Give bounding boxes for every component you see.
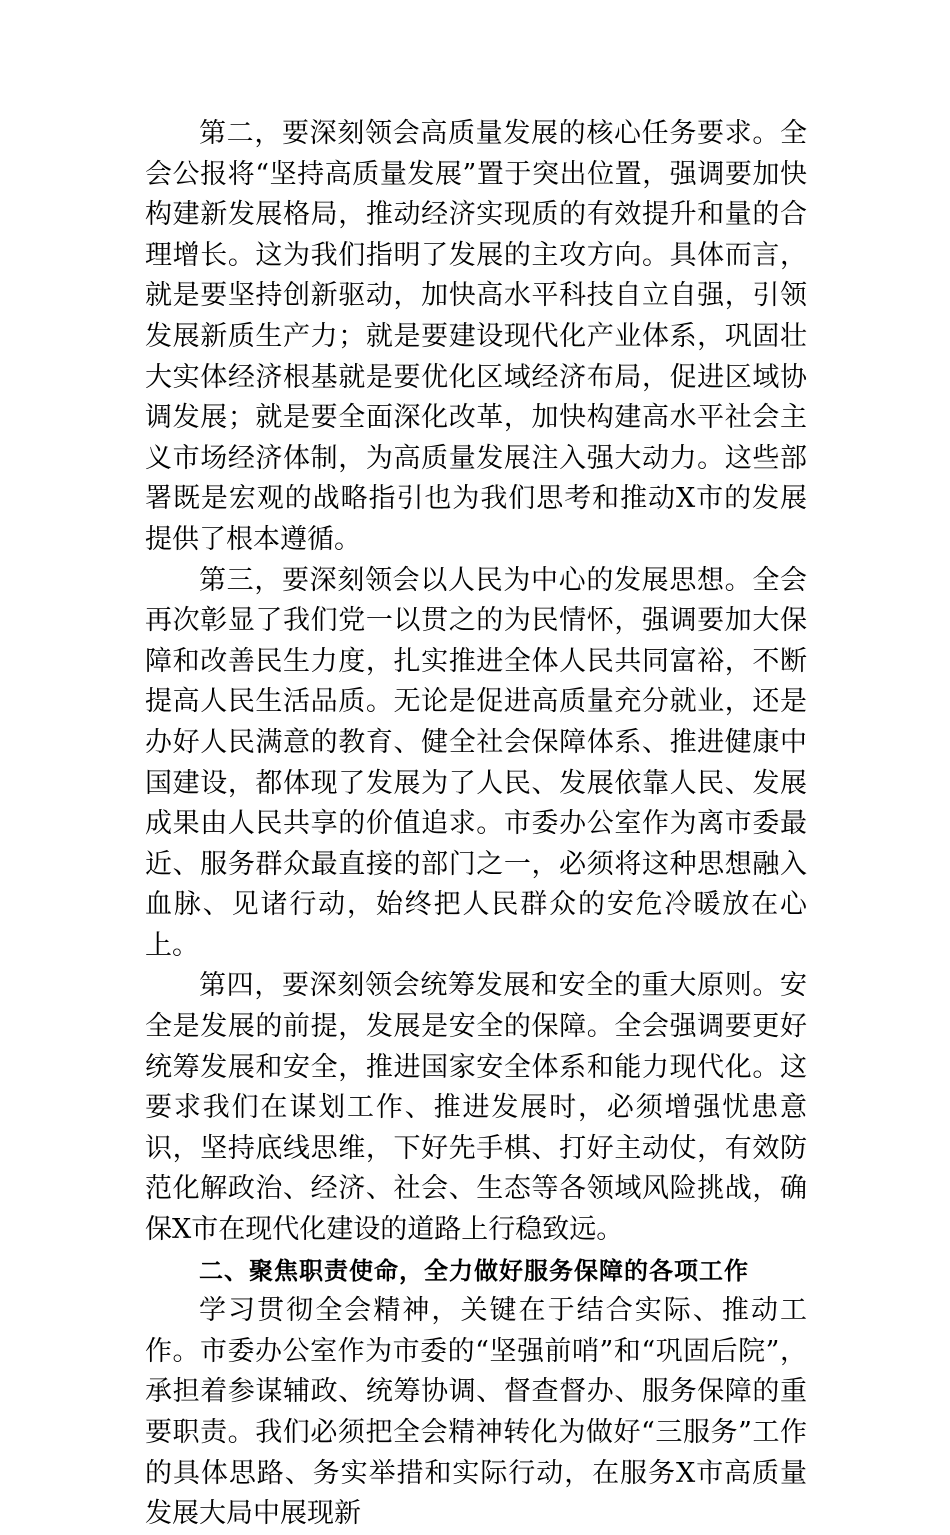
paragraph-development-and-security: 第四，要深刻领会统筹发展和安全的重大原则。安全是发展的前提，发展是安全的保障。全会强调要更好统筹发展和安全，推进国家安全体系和能力现代化。这要求我们在谋划工作、推进发展时，必须增强忧患意识，坚持底线思维，下好先手棋、打好主动仗，有效防范化解政治、经济、社会、生态等各领域风险挑战，确保X市在现代化建设的道路上行稳致远。 bbox=[145, 970, 807, 1246]
document-page bbox=[145, 114, 807, 1535]
paragraph-people-centered: 第三，要深刻领会以人民为中心的发展思想。全会再次彰显了我们党一以贯之的为民情怀，强调要加大保障和改善民生力度，扎实推进全体人民共同富裕，不断提高人民生活品质。无论是促进高质量充分就业，还是办好人民满意的教育、健全社会保障体系、推进健康中国建设，都体现了发展为了人民、发展依靠人民、发展成果由人民共享的价值追求。市委办公室作为离市委最近、服务群众最直接的部门之一，必须将这种思想融入血脉、见诸行动，始终把人民群众的安危冷暖放在心上。 bbox=[145, 564, 807, 961]
paragraph-high-quality-development: 第二，要深刻领会高质量发展的核心任务要求。全会公报将“坚持高质量发展”置于突出位置，强调要加快构建新发展格局，推动经济实现质的有效提升和量的合理增长。这为我们指明了发展的主攻方向。具体而言，就是要坚持创新驱动，加快高水平科技自立自强，引领发展新质生产力；就是要建设现代化产业体系，巩固壮大实体经济根基就是要优化区域经济布局，促进区域协调发展；就是要全面深化改革，加快构建高水平社会主义市场经济体制，为高质量发展注入强大动力。这些部署既是宏观的战略指引也为我们思考和推动X市的发展提供了根本遵循。 bbox=[145, 118, 807, 555]
paragraph-implementation: 学习贯彻全会精神，关键在于结合实际、推动工作。市委办公室作为市委的“坚强前哨”和“巩固后院”，承担着参谋辅政、统筹协调、督查督办、服务保障的重要职责。我们必须把全会精神转化为做好“三服务”工作的具体思路、务实举措和实际行动，在服务X市高质量发展大局中展现新 bbox=[145, 1295, 807, 1530]
section-heading: 二、聚焦职责使命，全力做好服务保障的各项工作 bbox=[199, 1256, 749, 1285]
